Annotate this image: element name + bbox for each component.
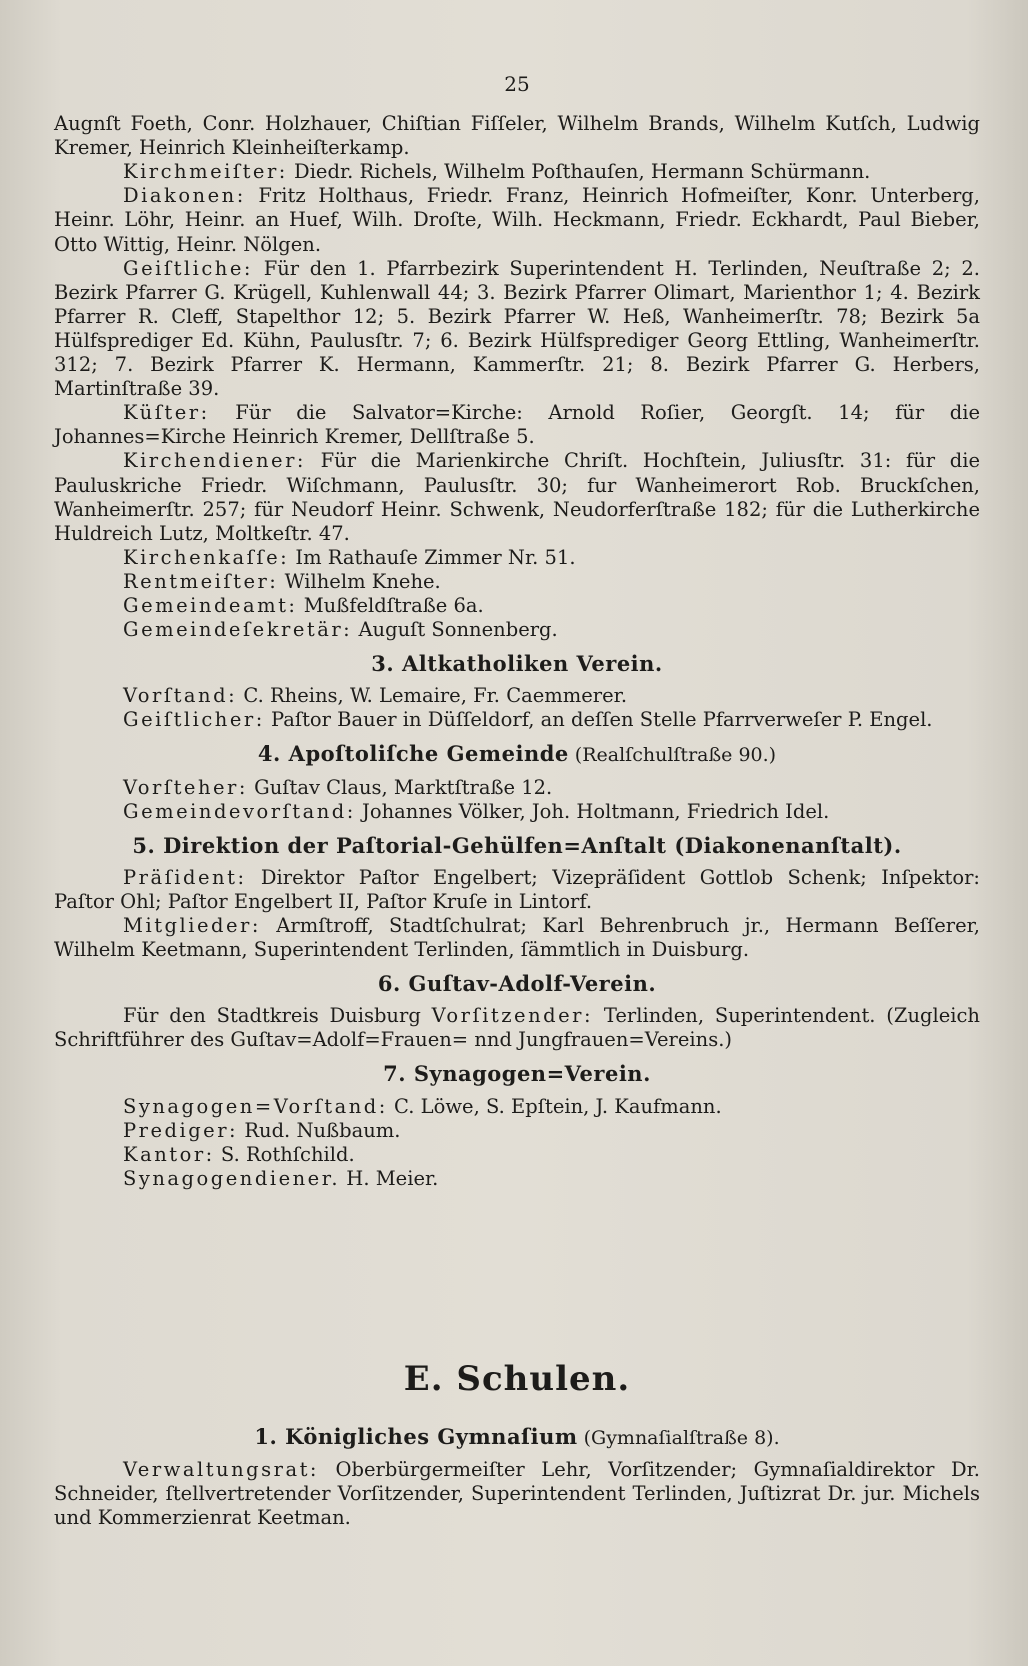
continuation-paragraph: Augnſt Foeth, Conr. Holzhauer, Chiſtian Fiſſeler, Wilhelm Brands, Wilhelm Kutſch, Ludwig Kremer, Heinrich Kleinheiſterkamp. — [54, 112, 980, 160]
entry-label: Diakonen: — [123, 184, 246, 208]
page-number: 25 — [504, 72, 530, 96]
entry-label: Synagogen=Vorſtand: — [123, 1094, 388, 1118]
entry-text: Für die Salvator=Kirche: Arnold Roſier, Georgſt. 14; für die Johannes=Kirche Heinrich Kremer, Dellſtraße 5. — [54, 401, 980, 449]
entry-label: Kirchenkaſſe: — [123, 545, 290, 569]
entry-text: Direktor Paſtor Engelbert; Vizepräſident Gottlob Schenk; Inſpektor: Paſtor Ohl; Paſtor Engelbert II, Paſtor Kruſe in Lintorf. — [54, 865, 980, 913]
geistlicher-entry — [54, 708, 980, 732]
entry-label: Gemeindevorſtand: — [123, 799, 356, 823]
entry-text: Auguſt Sonnenberg. — [352, 618, 558, 642]
entry-label: Verwaltungsrat: — [123, 1458, 320, 1482]
diakonen-entry — [54, 184, 980, 256]
kirchendiener-entry — [54, 449, 980, 545]
section-heading-apostolische — [54, 742, 980, 767]
entry-text: Oberbürgermeiſter Lehr, Vorſitzender; Gymnaſialdirektor Dr. Schneider, ſtellvertretender Vorſitzender, Superintendent Terlinden, Juſtizrat Dr. jur. Michels und Kommerzienrat Keetman. — [54, 1458, 980, 1530]
entry-text: Mußfeldſtraße 6a. — [297, 593, 484, 617]
vorstand-entry — [54, 684, 980, 708]
vorsteher-entry — [54, 776, 980, 800]
section-heading-synagogen: 7. Synagogen=Verein. — [383, 1061, 651, 1087]
entry-label: Vorſitzender: — [431, 1004, 594, 1028]
entry-label: Küſter: — [123, 401, 210, 425]
praesident-entry — [54, 866, 980, 914]
section-heading-gymnasium — [54, 1425, 980, 1450]
gemeindesekretaer-entry — [54, 618, 980, 642]
section-title: 1. Königliches Gymnaſium — [254, 1424, 578, 1450]
entry-label: Kirchendiener: — [123, 449, 306, 473]
synagogendiener-entry — [54, 1167, 980, 1191]
entry-text: Diedr. Richels, Wilhelm Poſthauſen, Hermann Schürmann. — [287, 160, 871, 184]
synagogen-vorstand-entry — [54, 1095, 980, 1119]
entry-text: Im Rathauſe Zimmer Nr. 51. — [289, 545, 576, 569]
entry-label: Kirchmeiſter: — [123, 160, 288, 184]
gemeindevorstand-entry — [54, 800, 980, 824]
entry-label: Vorſtand: — [123, 684, 238, 708]
entry-label: Prediger: — [123, 1118, 239, 1142]
kuester-entry — [54, 401, 980, 449]
entry-label: Gemeindeſekretär: — [123, 618, 353, 642]
entry-text: Paſtor Bauer in Düſſeldorf, an deſſen Stelle Pfarrverweſer P. Engel. — [264, 708, 933, 732]
kirchenkasse-entry — [54, 546, 980, 570]
kirchmeister-entry — [54, 160, 980, 184]
page-content — [54, 72, 980, 1530]
prediger-entry — [54, 1119, 980, 1143]
entry-label: Mitglieder: — [123, 914, 261, 937]
entry-label: Vorſteher: — [123, 775, 248, 799]
entry-text: Armſtroff, Stadtſchulrat; Karl Behrenbruch jr., Hermann Beſſerer, Wilhelm Keetmann, Superintendent Terlinden, ſämmtlich in Duisburg. — [54, 914, 980, 962]
entry-text: Wilhelm Knehe. — [278, 569, 441, 593]
entry-label: Rentmeiſter: — [123, 569, 279, 593]
entry-text: Für den Stadtkreis Duisburg — [123, 1004, 432, 1028]
entry-text: Rud. Nußbaum. — [238, 1118, 401, 1142]
section-subtitle: (Gymnaſialſtraße 8). — [577, 1427, 780, 1450]
entry-text: Johannes Völker, Joh. Holtmann, Friedrich Idel. — [355, 799, 830, 823]
geistliche-entry — [54, 257, 980, 402]
kantor-entry — [54, 1143, 980, 1167]
gemeindeamt-entry — [54, 594, 980, 618]
entry-text: Fritz Holthaus, Friedr. Franz, Heinrich Hofmeiſter, Konr. Unterberg, Heinr. Löhr, Heinr. an Huef, Wilh. Droſte, Wilh. Heckmann, Friedr. Eckhardt, Paul Bieber, Otto Wittig, Heinr. Nölgen. — [54, 184, 980, 256]
section-heading-gustav-adolf: 6. Guſtav-Adolf-Verein. — [377, 971, 657, 997]
section-title: 4. Apoſtoliſche Gemeinde — [257, 741, 569, 767]
entry-label: Geiſtliche: — [123, 256, 253, 280]
section-heading-diakonenanstalt: 5. Direktion der Paſtorial-Gehülfen=Anſtalt (Diakonenanſtalt). — [132, 832, 902, 858]
main-heading-schulen: E. Schulen. — [403, 1358, 631, 1399]
rentmeister-entry — [54, 570, 980, 594]
entry-text: Für den 1. Pfarrbezirk Superintendent H. Terlinden, Neuſtraße 2; 2. Bezirk Pfarrer G. Krügell, Kuhlenwall 44; 3. Bezirk Pfarrer Olimart, Marienthor 1; 4. Bezirk Pfarrer R. Cleff, Stapelthor 12; 5. Bezirk Pfarrer W. Heß, Wanheimerſtr. 78; Bezirk 5a Hülfsprediger Ed. Kühn, Paulusſtr. 7; 6. Bezirk Hülfsprediger Georg Ettling, Wanheimerſtr. 312; 7. Bezirk Pfarrer K. Hermann, Kammerſtr. 21; 8. Bezirk Pfarrer G. Herbers, Martinſtraße 39. — [54, 256, 980, 401]
mitglieder-entry — [54, 914, 980, 962]
entry-text: H. Meier. — [340, 1166, 439, 1190]
entry-text: C. Rheins, W. Lemaire, Fr. Caemmerer. — [237, 684, 628, 708]
entry-label: Synagogendiener. — [123, 1166, 341, 1190]
gustav-adolf-entry — [54, 1004, 980, 1052]
section-heading-altkatholiken: 3. Altkatholiken Verein. — [371, 651, 663, 677]
entry-label: Geiſtlicher: — [123, 708, 265, 732]
entry-text: Guſtav Claus, Marktſtraße 12. — [247, 775, 553, 799]
verwaltungsrat-entry — [54, 1458, 980, 1530]
entry-text: C. Löwe, S. Epſtein, J. Kaufmann. — [387, 1094, 722, 1118]
entry-label: Gemeindeamt: — [123, 593, 298, 617]
entry-label: Präſident: — [123, 865, 247, 889]
entry-text: Terlinden, Superintendent. (Zugleich Schriftführer des Guſtav=Adolf=Frauen= nnd Jungfrauen=Vereins.) — [54, 1004, 980, 1052]
entry-text: Für die Marienkirche Chriſt. Hochſtein, Juliusſtr. 31: für die Pauluskriche Friedr. Wiſchmann, Paulusſtr. 30; fur Wanheimerort Rob. Bruckſchen, Wanheimerſtr. 257; für Neudorf Heinr. Schwenk, Neudorferſtraße 182; für die Lutherkirche Huldreich Lutz, Moltkeſtr. 47. — [54, 449, 980, 545]
entry-label: Kantor: — [123, 1142, 215, 1166]
section-subtitle: (Realſchulſtraße 90.) — [568, 744, 777, 767]
entry-text: S. Rothſchild. — [214, 1142, 355, 1166]
